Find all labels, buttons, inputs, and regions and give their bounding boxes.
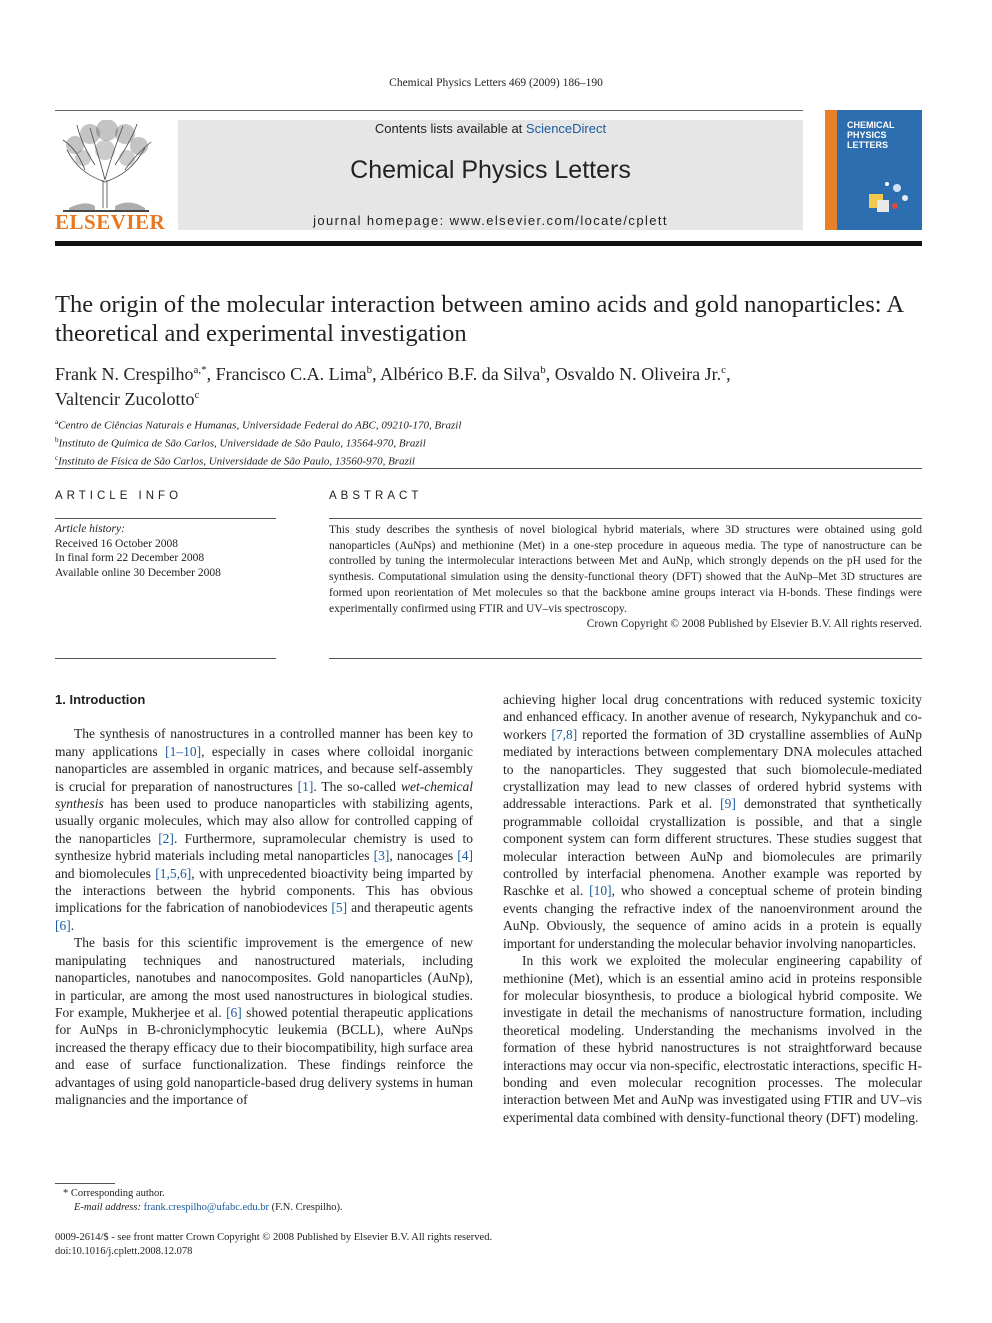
cover-title-line: PHYSICS	[847, 130, 887, 140]
history-item: In final form 22 December 2008	[55, 552, 205, 565]
italic-term: wet-chemical synthesis	[55, 778, 473, 812]
corresponding-author-note: * Corresponding author.	[63, 1188, 165, 1199]
article-history	[55, 522, 276, 580]
affiliation-text: Centro de Ciências Naturais e Humanas, Universidade Federal do ABC, 09210-170, Brazil	[58, 419, 462, 432]
reference-link[interactable]: [1]	[297, 778, 314, 794]
paragraph: In this work we exploited the molecular engineering capability of methionine (Met), which is an essential amino acid in proteins responsible for molecular biosynthesis, to produce a biological hybrid composite. We investigate in detail the mechanisms of nanostructure formation, including theoretical modeling. Understanding the mechanisms involved in the formation of these hybrid nanostructures is not straightforward because interactions may occur via non-specific, electrostatic interactions, specific H-bonding and even molecular recognition processes. The molecular interaction between Met and AuNp was investigated using FTIR and UV–vis experimental data combined with density-functional theory (DFT) modeling.	[503, 953, 922, 1125]
cover-title-line: CHEMICAL	[847, 120, 895, 130]
abstract-text: This study describes the synthesis of novel biological hybrid materials, where 3D structures were obtained using gold nanoparticles (AuNps) and methionine (Met) in a one-step procedure in aqueous media. The type of nanostructure can be controlled by tuning the intermolecular interactions between Met and AuNp, which strongly depends on the pH used for the synthesis. Computational simulation using the density-functional theory (DFT) showed that the AuNp–Met 3D structures are formed upon reorientation of Met molecules so that the backbone amine groups interact via H-bonds. These findings were experimentally confirmed using FTIR and UV–vis spectroscopy.	[329, 524, 922, 615]
author-affiliation-mark: b	[366, 364, 373, 376]
journal-homepage[interactable]: journal homepage: www.elsevier.com/locate/cplett	[313, 213, 668, 228]
author-separator: ,	[206, 364, 216, 384]
cover-title-line: LETTERS	[847, 140, 889, 150]
email-link[interactable]: frank.crespilho@ufabc.edu.br	[143, 1202, 270, 1213]
paragraph: The synthesis of nanostructures in a controlled manner has been key to many applications [1–10], especially in cases where colloidal inorganic nanoparticles are assembled in organic matrices, and because self-assembly is crucial for preparation of nanostructures [1]. The so-called wet-chemical synthesis has been used to produce nanoparticles with stabilizing agents, usually organic molecules, which may also allow for controlled capping of the nanoparticles [2]. Furthermore, supramolecular chemistry is used to synthesize hybrid materials including metal nanoparticles [3], nanocages [4] and biomolecules [1,5,6], with unprecedented bioactivity being imparted by the interactions between the hybrid components. This has obvious implications for the fabrication of nanobiodevices [5] and therapeutic agents [6].	[55, 726, 474, 933]
history-item: Available online 30 December 2008	[55, 566, 221, 579]
affiliation-mark: c	[55, 454, 59, 463]
journal-title: Chemical Physics Letters	[350, 156, 631, 184]
author-separator: ,	[372, 364, 381, 384]
email-label: E-mail address:	[74, 1202, 141, 1213]
author-separator: ,	[726, 364, 731, 384]
reference-link[interactable]: [10]	[589, 883, 612, 899]
reference-link[interactable]: [1,5,6]	[155, 865, 192, 881]
affiliation-text: Instituto de Química de São Carlos, Universidade de São Paulo, 13564-970, Brazil	[58, 437, 426, 450]
author-name: Frank N. Crespilho	[55, 364, 194, 384]
header-thick-rule	[55, 241, 922, 246]
abstract-heading: ABSTRACT	[329, 490, 423, 502]
elsevier-wordmark: ELSEVIER	[55, 210, 166, 234]
author-affiliation-mark: c	[721, 364, 727, 376]
affiliation-list	[55, 415, 925, 469]
body-column-left	[55, 691, 473, 1108]
affiliation-mark: a	[55, 418, 59, 426]
contents-line	[178, 121, 803, 136]
email-suffix: (F.N. Crespilho).	[269, 1202, 343, 1213]
header-rule	[55, 110, 803, 111]
author-affiliation-mark: c	[194, 389, 200, 401]
author-affiliation-mark: a,*	[193, 364, 207, 376]
history-item: Received 16 October 2008	[55, 537, 178, 550]
reference-link[interactable]: [2]	[158, 830, 174, 846]
reference-link[interactable]: [5]	[331, 900, 348, 916]
abstract-copyright: Crown Copyright © 2008 Published by Elsevier B.V. All rights reserved.	[586, 618, 922, 631]
cover-title	[847, 120, 895, 150]
reference-link[interactable]: [6]	[55, 917, 71, 933]
affiliation-item	[55, 415, 925, 433]
reference-link[interactable]: [3]	[373, 848, 390, 864]
article-info-heading: ARTICLE INFO	[55, 490, 183, 502]
reference-link[interactable]: [7,8]	[551, 726, 578, 742]
author-name: Valtencir Zucolotto	[55, 389, 195, 409]
footer-copyright: 0009-2614/$ - see front matter Crown Copyright © 2008 Published by Elsevier B.V. All rights reserved.	[55, 1232, 493, 1243]
section-heading-introduction: 1. Introduction	[55, 692, 146, 707]
affiliation-mark: b	[55, 436, 59, 445]
contents-prefix: Contents lists available at	[374, 121, 526, 136]
sciencedirect-link[interactable]: ScienceDirect	[525, 121, 607, 136]
abstract-body	[329, 523, 922, 633]
affiliation-item	[55, 451, 925, 469]
author-name: Francisco C.A. Lima	[215, 364, 367, 384]
author-list	[55, 360, 925, 410]
footnote	[55, 1187, 475, 1215]
history-label: Article history:	[55, 523, 125, 535]
author-separator: ,	[545, 364, 555, 384]
paragraph: achieving higher local drug concentrations with reduced systemic toxicity and enhanced efficacy. In another avenue of research, Nykypanchuk and co-workers [7,8] reported the formation of 3D crystalline assemblies of AuNp mediated by interactions between complementary DNA molecules attached to the nanoparticles. They suggested that such biomolecule-mediated crystallization may lead to new classes of ordered hybrid systems with addressable interactions. Park et al. [9] demonstrated that synthetically programmable colloidal crystallization is possible, and that a single component system can form different structures. These studies suggest that molecular interaction between AuNp and biomolecules are primarily controlled by interfacial phenomena. Another example was reported by Raschke et al. [10], who showed a conceptual scheme of protein binding events changing the refractive index of the nanoenvironment around the AuNp. Obviously, the sequence of amino acids in a protein is equally important for understanding the molecular behavior involving nanoparticles.	[503, 692, 922, 951]
reference-link[interactable]: [6]	[226, 1004, 242, 1020]
journal-citation: Chemical Physics Letters 469 (2009) 186–190	[389, 77, 603, 89]
affiliation-text: Instituto de Física de São Carlos, Universidade de São Paulo, 13560-970, Brazil	[58, 455, 415, 468]
abstract-rule	[329, 518, 922, 519]
affiliation-item	[55, 433, 925, 451]
footnote-rule	[55, 1183, 115, 1184]
author-name: Albérico B.F. da Silva	[380, 364, 541, 384]
author-affiliation-mark: b	[540, 364, 546, 376]
cover-stripe	[825, 110, 837, 230]
footer-doi: doi:10.1016/j.cplett.2008.12.078	[55, 1246, 193, 1257]
article-info-rule	[55, 518, 276, 519]
reference-link[interactable]: [4]	[457, 848, 473, 864]
article-title: The origin of the molecular interaction between amino acids and gold nanoparticles: A theoretical and experimental investigation	[55, 291, 903, 347]
abstract-bottom-rule	[329, 658, 922, 659]
cover-artwork	[865, 176, 913, 220]
reference-link[interactable]: [9]	[720, 796, 736, 812]
paragraph: The basis for this scientific improvement is the emergence of new manipulating techniques and nanostructured materials, including nanoparticles, nanotubes and nanocomposites. Gold nanoparticles (AuNp), in particular, are among the most used nanostructures in biological studies. For example, Mukherjee et al. [6] showed potential therapeutic applications for AuNps in B-chroniclymphocytic leukemia (BCLL), where AuNps increased the therapy efficacy due to their biocompatibility, high surface area and ease of surface functionalization. These findings reinforce the advantages of using gold nanoparticle-based drug delivery systems in human malignancies and the importance of	[55, 935, 473, 1107]
body-column-right	[503, 691, 922, 1126]
email-note	[55, 1201, 475, 1215]
section-rule	[55, 468, 922, 469]
author-name: Osvaldo N. Oliveira Jr.	[554, 364, 722, 384]
reference-link[interactable]: [1–10]	[165, 743, 202, 759]
journal-cover-thumbnail	[825, 110, 922, 230]
article-info-bottom-rule	[55, 658, 276, 659]
page-footer	[55, 1231, 655, 1259]
